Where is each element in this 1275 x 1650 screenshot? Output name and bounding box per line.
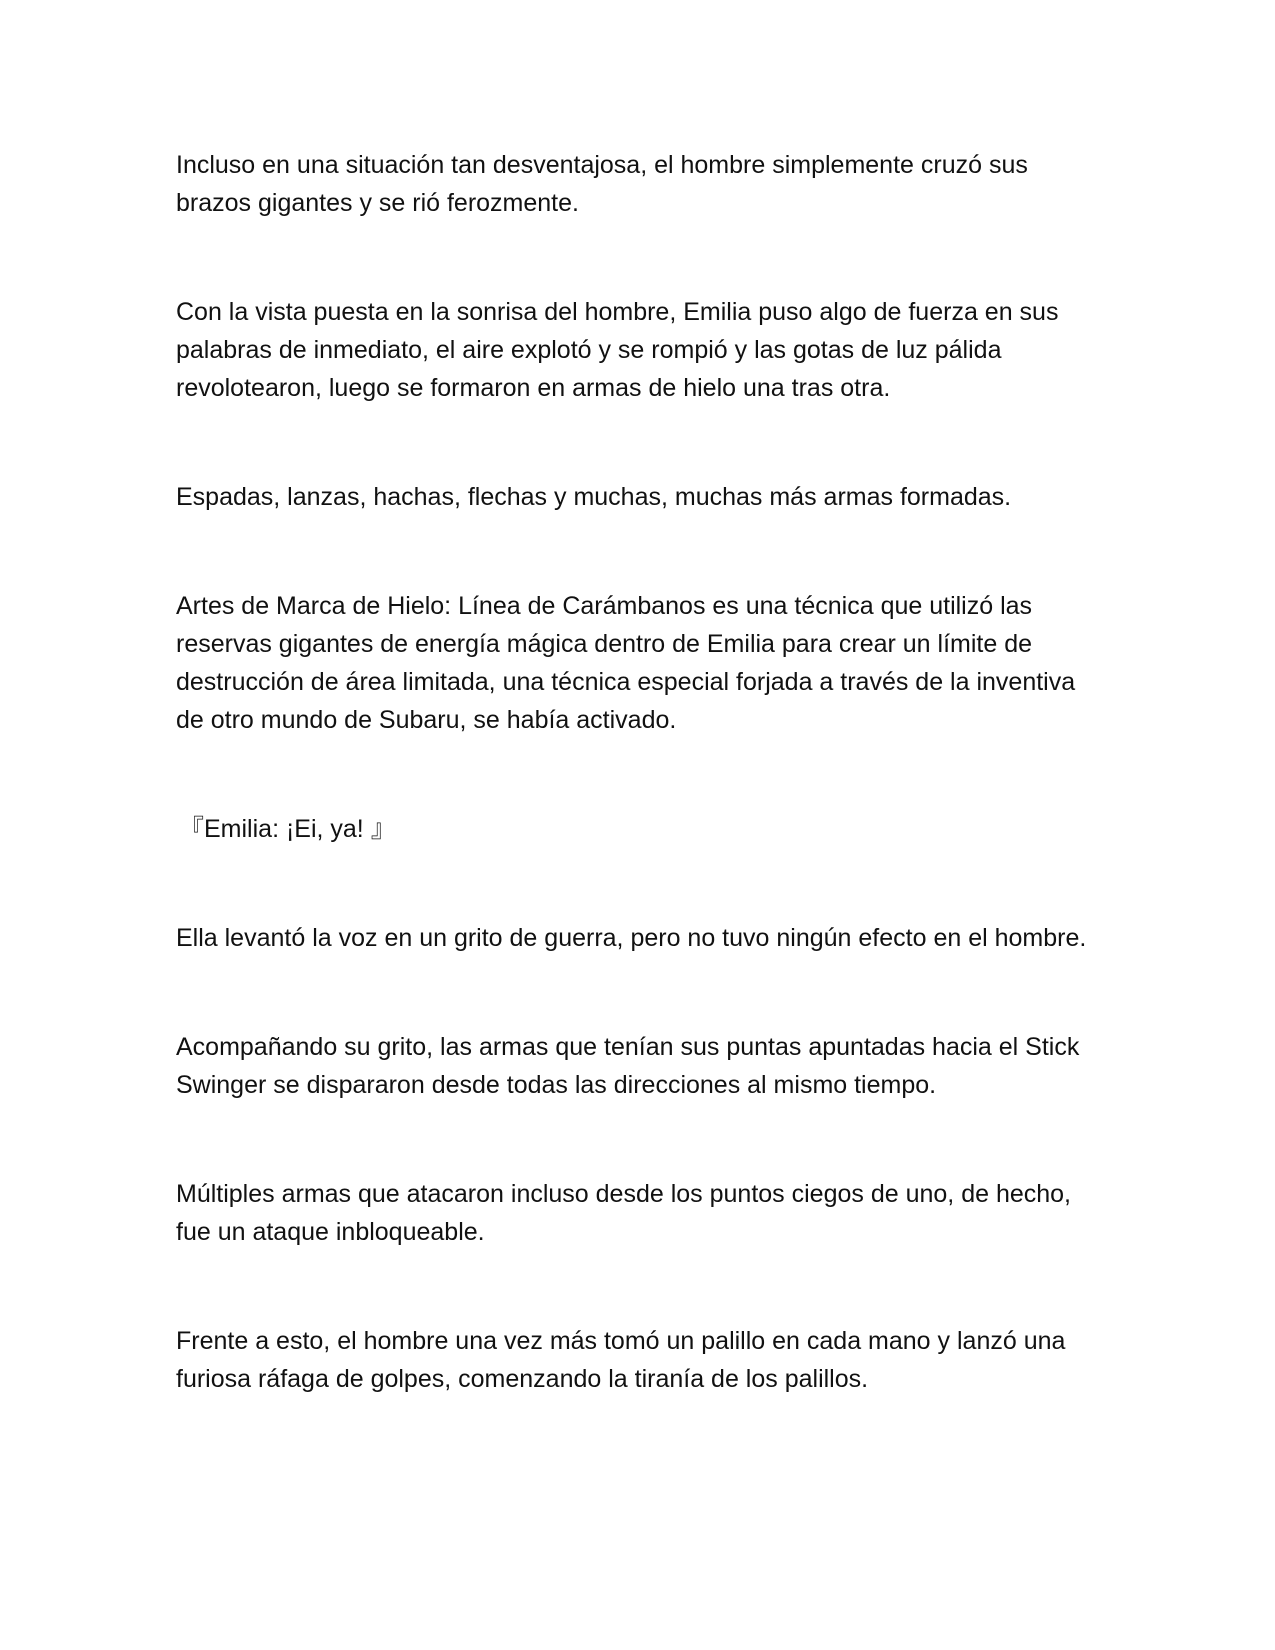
paragraph-4: Artes de Marca de Hielo: Línea de Carámbanos es una técnica que utilizó las reservas gigantes de energía mágica dentro de Emilia para crear un límite de destrucción de área limitada, una técnica especial forjada a través de la inventiva de otro mundo de Subaru, se había activado. <box>176 592 1076 734</box>
paragraph-7: Acompañando su grito, las armas que tenían sus puntas apuntadas hacia el Stick Swinger se dispararon desde todas las direcciones al mismo tiempo. <box>176 1033 1080 1099</box>
paragraph-2: Con la vista puesta en la sonrisa del hombre, Emilia puso algo de fuerza en sus palabras de inmediato, el aire explotó y se rompió y las gotas de luz pálida revolotearon, luego se formaron en armas de hielo una tras otra. <box>176 298 1059 402</box>
paragraph-3: Espadas, lanzas, hachas, flechas y muchas, muchas más armas formadas. <box>176 483 1012 511</box>
text-body <box>176 146 1096 1469</box>
paragraph-6: Ella levantó la voz en un grito de guerra, pero no tuvo ningún efecto en el hombre. <box>176 924 1087 952</box>
dialogue-line: 『Emilia: ¡Ei, ya! 』 <box>179 815 396 843</box>
paragraph-8: Múltiples armas que atacaron incluso desde los puntos ciegos de uno, de hecho, fue un ataque inbloqueable. <box>176 1180 1072 1246</box>
paragraph-1: Incluso en una situación tan desventajosa, el hombre simplemente cruzó sus brazos gigantes y se rió ferozmente. <box>176 151 1028 217</box>
paragraph-9: Frente a esto, el hombre una vez más tomó un palillo en cada mano y lanzó una furiosa ráfaga de golpes, comenzando la tiranía de los palillos. <box>176 1327 1066 1393</box>
